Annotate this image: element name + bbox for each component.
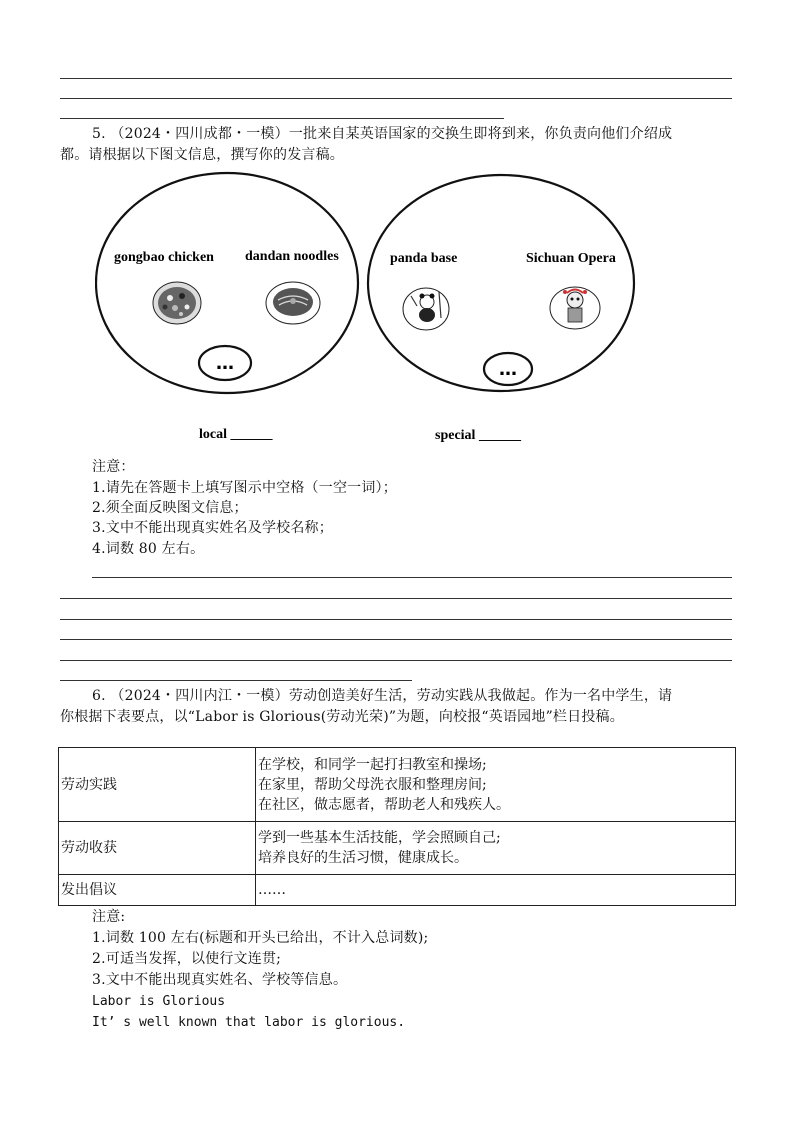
q5-diagram	[95, 168, 655, 448]
table-row	[59, 748, 736, 822]
q5-note-3: 3.文中不能出现真实姓名及学校名称；	[92, 520, 333, 536]
table-label: 发出倡议	[59, 875, 256, 906]
q6-note-3: 3.文中不能出现真实姓名、学校等信息。	[92, 972, 348, 988]
answer-line	[60, 98, 732, 99]
q5-note-2: 2.须全面反映图文信息；	[92, 500, 248, 516]
table-content	[256, 875, 736, 906]
table-line: 在社区，做志愿者，帮助老人和残疾人。	[258, 796, 510, 813]
answer-line	[92, 577, 732, 578]
table-content	[256, 822, 736, 875]
answer-line	[60, 598, 732, 599]
table-content	[256, 748, 736, 822]
q6-note-2: 2.可适当发挥，以使行文连贯;	[92, 951, 282, 967]
q6-stem-line1: 6. （2024・四川内江・一模）劳动创造美好生活，劳动实践从我做起。作为一名中学生，请	[92, 688, 673, 704]
table-line: 在学校，和同学一起打扫教室和操场;	[258, 756, 487, 773]
q5-note-4: 4.词数 80 左右。	[92, 541, 205, 557]
essay-opening: It’ s well known that labor is glorious.	[92, 1015, 406, 1030]
local-more-text: …	[216, 353, 234, 374]
answer-line	[60, 118, 504, 119]
q5-stem-line1: 5. （2024・四川成都・一模）一批来自某英语国家的交换生即将到来，你负责向他们介绍成	[92, 126, 673, 142]
table-row	[59, 822, 736, 875]
answer-line	[60, 660, 732, 661]
table-line: 学到一些基本生活技能，学会照顾自己;	[258, 830, 501, 846]
sichuan-opera-icon	[550, 287, 600, 329]
q6-note-1: 1.词数 100 左右(标题和开头已给出，不计入总词数);	[92, 930, 429, 946]
table-line: 在家里，帮助父母洗衣服和整理房间;	[258, 776, 487, 793]
answer-line	[60, 78, 732, 79]
q5-stem-line2: 都。请根据以下图文信息，撰写你的发言稿。	[60, 147, 344, 163]
diagram-item-sichuan-opera: Sichuan Opera	[526, 251, 616, 266]
diagram-item-panda-base: panda base	[390, 251, 458, 266]
special-caption: special ______	[435, 428, 521, 443]
diagram-item-dandan: dandan noodles	[245, 249, 339, 264]
dandan-noodles-icon	[266, 282, 320, 324]
local-caption: local ______	[199, 427, 273, 442]
table-line: 培养良好的生活习惯，健康成长。	[258, 850, 468, 866]
q5-notes-title: 注意：	[92, 459, 135, 475]
table-label: 劳动收获	[59, 822, 256, 875]
essay-title: Labor is Glorious	[92, 994, 226, 1009]
answer-line	[60, 680, 412, 681]
table-line: ……	[258, 882, 286, 898]
q6-stem-line2: 你根据下表要点，以“Labor is Glorious(劳动光荣)”为题，向校报“英语园地”栏日投稿。	[60, 709, 624, 725]
special-more-text: …	[499, 359, 517, 380]
gongbao-chicken-icon	[153, 282, 201, 324]
diagram-item-gongbao: gongbao chicken	[114, 250, 214, 265]
answer-line	[60, 639, 732, 640]
table-row	[59, 875, 736, 906]
q6-notes-title: 注意:	[92, 909, 126, 925]
table-label: 劳动实践	[59, 748, 256, 822]
q6-table	[58, 747, 736, 906]
q5-note-1: 1.请先在答题卡上填写图示中空格（一空一词）；	[92, 480, 397, 496]
panda-icon	[403, 288, 449, 330]
answer-line	[60, 619, 732, 620]
